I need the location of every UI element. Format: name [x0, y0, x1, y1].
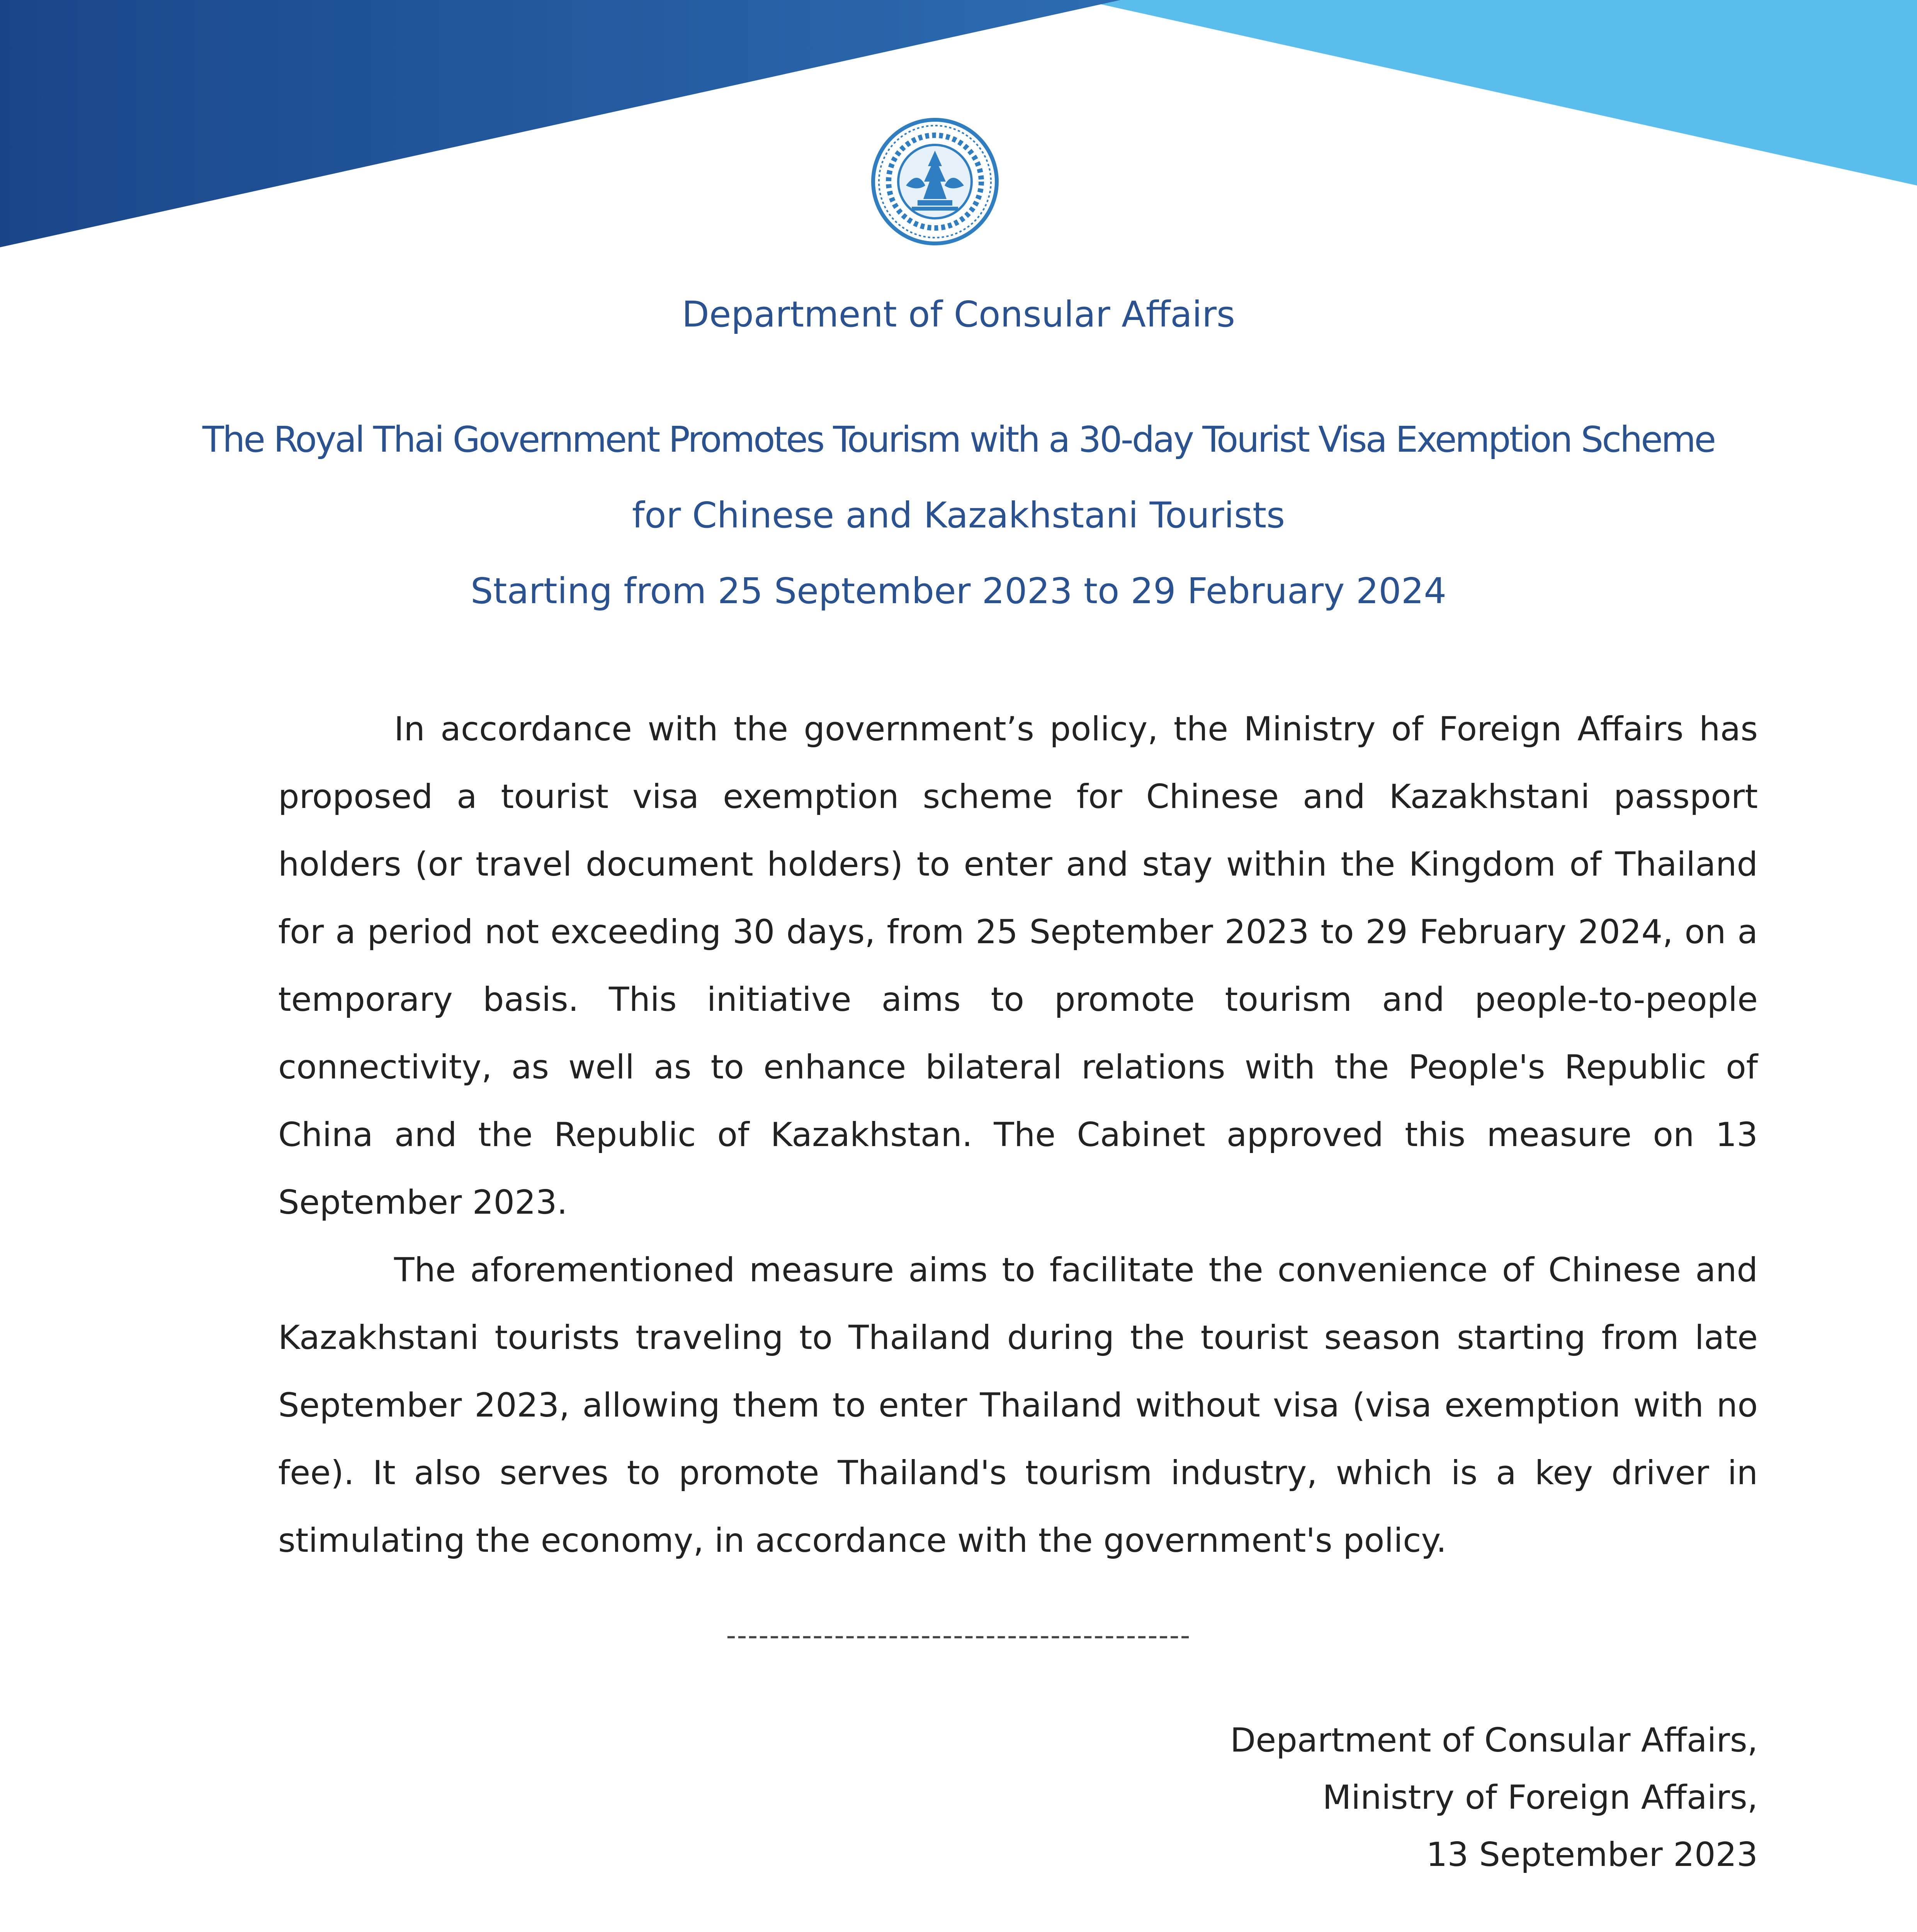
- department-title: Department of Consular Affairs: [682, 294, 1235, 335]
- body-paragraph-1-container: [278, 696, 1758, 1236]
- body-paragraph-2: The aforementioned measure aims to facilitate the convenience of Chinese and Kazakhstani tourists traveling to Thailand during the tourist season starting from late September 2023, allowing them to enter Thailand without visa (visa exemption with no fee). It also serves to promote Thailand's tourism industry, which is a key driver in stimulating the economy, in accordance with the government's policy.: [278, 1251, 1758, 1560]
- headline-line-3: Starting from 25 September 2023 to 29 February 2024: [470, 570, 1446, 612]
- headline: [0, 402, 1917, 629]
- dashed-divider: -------------------------------------------: [726, 1619, 1191, 1651]
- body-paragraph-2-container: [278, 1236, 1758, 1575]
- garuda-seal-logo: [871, 97, 999, 267]
- signature-line-1: Department of Consular Affairs,: [1230, 1721, 1758, 1760]
- signature-line-2: Ministry of Foreign Affairs,: [1322, 1778, 1758, 1817]
- signature-date: 13 September 2023: [1426, 1835, 1758, 1874]
- headline-line-1: The Royal Thai Government Promotes Tourism with a 30-day Tourist Visa Exemption Scheme: [202, 419, 1715, 460]
- headline-line-2: for Chinese and Kazakhstani Tourists: [632, 495, 1285, 536]
- signature-block: [1230, 1712, 1758, 1883]
- body-paragraph-1: In accordance with the government’s policy, the Ministry of Foreign Affairs has proposed a tourist visa exemption scheme for Chinese and Kazakhstani passport holders (or travel document holders) to enter and stay within the Kingdom of Thailand for a period not exceeding 30 days, from 25 September 2023 to 29 February 2024, on a temporary basis. This initiative aims to promote tourism and people-to-people connectivity, as well as to enhance bilateral relations with the People's Republic of China and the Republic of Kazakhstan. The Cabinet approved this measure on 13 September 2023.: [278, 710, 1758, 1222]
